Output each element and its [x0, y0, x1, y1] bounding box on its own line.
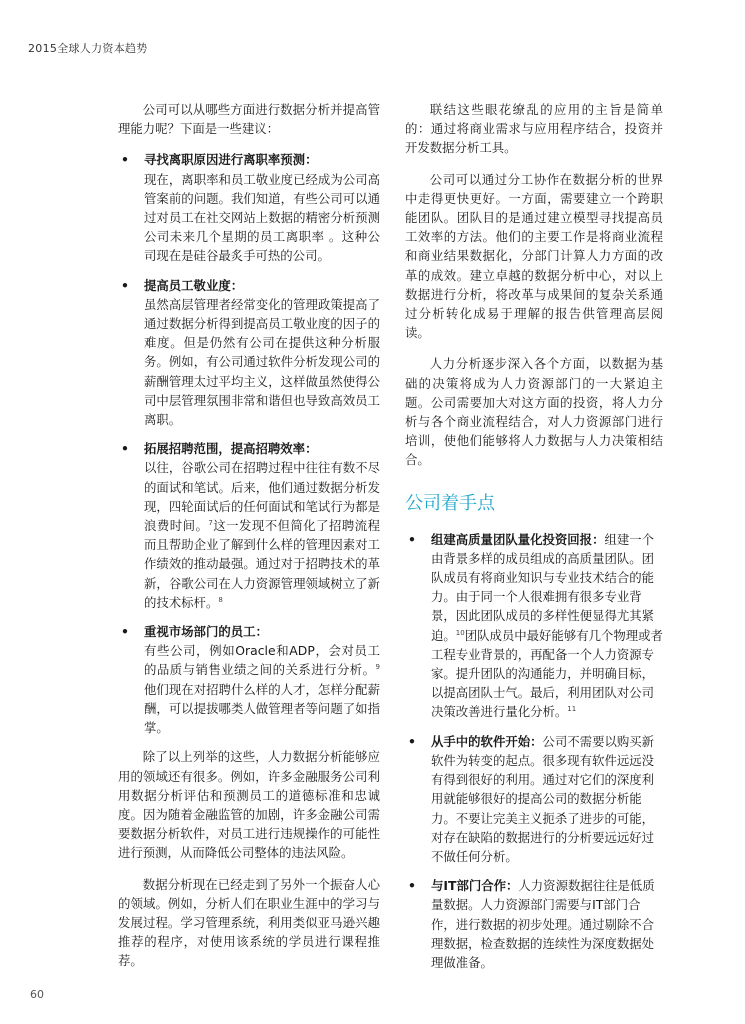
bullet-icon: •	[408, 878, 416, 894]
list-item	[118, 622, 380, 737]
list-item	[118, 276, 380, 430]
body-paragraph: 数据分析现在已经走到了另外一个振奋人心的领域。例如，分析人们在职业生涯中的学习与发展过程。学习管理系统，利用类似亚马逊兴趣推荐的程序，对使用该系统的学员进行课程推荐。	[118, 876, 380, 969]
bullet-icon: •	[121, 441, 129, 457]
body-paragraph: 除了以上列举的这些，人力数据分析能够应用的领域还有很多。例如，许多金融服务公司利用数据分析评估和预测员工的道德标准和忠诚度。因为随着金融监管的加剧，许多金融公司需要数据分析软件，对员工进行违规操作的可能性进行预测，从而降低公司整体的违法风险。	[118, 749, 380, 861]
list-item-title: 寻找离职原因进行离职率预测：	[144, 152, 318, 168]
list-item	[118, 150, 380, 265]
list-item	[405, 876, 663, 972]
page-number: 60	[30, 988, 44, 1001]
footnote-ref: 8	[218, 595, 223, 604]
list-item-text: 现在，离职率和员工敬业度已经成为公司高管案前的问题。我们知道，有些公司可以通过对员工在社交网站上数据的精密分析预测公司未来几个星期的员工离职率 。这种公司现在是硅谷最炙手可热的公司。	[144, 171, 380, 264]
list-item-title: 与IT部门合作：	[431, 878, 519, 894]
list-item-title: 从手中的软件开始：	[431, 733, 543, 749]
suggestion-list	[118, 150, 380, 737]
list-item-text: 人力资源数据往往是低质量数据。人力资源部门需要与IT部门合作，进行数据的初步处理。通过剔除不合理数据，检查数据的连续性为深度数据处理做准备。	[431, 878, 655, 970]
list-item-text: 以往，谷歌公司在招聘过程中往往有数不尽的面试和笔试。后来，他们通过数据分析发现，四轮面试后的任何面试和笔试行为都是浪费时间。$^7$这一发现不但简化了招聘流程而且帮助企业了解到什么样的管理因素对工作绩效的推动最强。通过对于招聘技术的革新，谷歌公司在人力资源管理领域树立了新的技术标杆。$^8$	[144, 460, 381, 610]
starting-points-list	[405, 530, 663, 972]
footnote-ref: 9	[375, 663, 380, 672]
body-paragraph: 联结这些眼花缭乱的应用的主旨是简单的：通过将商业需求与应用程序结合，投资并开发数据分析工具。	[405, 102, 663, 156]
list-item-title: 组建高质量团队量化投资回报：	[431, 531, 605, 547]
list-item-title: 拓展招聘范围，提高招聘效率：	[144, 441, 318, 457]
left-column	[118, 100, 380, 983]
list-item-text: 公司不需要以购买新软件为转变的起点。很多现有软件远远没有得到很好的利用。通过对它们的深度利用就能够很好的提高公司的数据分析能力。不要让完美主义扼杀了进步的可能，对存在缺陷的数据进行的分析要远远好过不做任何分析。	[431, 733, 655, 864]
bullet-icon: •	[121, 152, 129, 168]
list-item-title: 提高员工敬业度：	[144, 277, 244, 293]
right-column	[405, 100, 663, 982]
list-item	[405, 530, 663, 722]
list-item	[405, 732, 663, 866]
bullet-icon: •	[121, 277, 129, 293]
list-item-text: 组建一个由背景多样的成员组成的高质量团队。团队成员有将商业知识与专业技术结合的能力。由于同一个人很难拥有很多专业背景，因此团队成员的多样性便显得尤其紧迫。$^{10}$团队成员中最好能够有几个物理或者工程专业背景的，再配备一个人力资源专家。提升团队的沟通能力，并明确目标，以提高团队士气。最后，利用团队对公司决策改善进行量化分析。$^{11}$	[431, 531, 663, 720]
list-item-text: 虽然高层管理者经常变化的管理政策提高了通过数据分析得到提高员工敬业度的因子的难度。但是仍然有公司在提供这种分析服务。例如，有公司通过软件分析发现公司的薪酬管理太过平均主义，这样做虽然使得公司中层管理氛围非常和谐但也导致高效员工离职。	[144, 296, 380, 428]
list-item	[118, 439, 380, 612]
running-header: 2015全球人力资本趋势	[28, 42, 148, 55]
footnote-ref: 11	[567, 705, 577, 714]
footnote-ref: 7	[208, 518, 213, 527]
body-paragraph: 人力分析逐步深入各个方面，以数据为基础的决策将成为人力资源部门的一大紧迫主题。公司需要加大对这方面的投资，将人力分析与各个商业流程结合，对人力资源部门进行培训，使他们能够将人力数据与人力决策相结合。	[405, 356, 663, 468]
list-item-text: 有些公司，例如Oracle和ADP，会对员工的品质与销售业绩之间的关系进行分析。$^9$他们现在对招聘什么样的人才，怎样分配薪酬，可以提拔哪类人做管理者等问题了如指掌。	[144, 643, 380, 736]
list-item-title: 重视市场部门的员工：	[144, 624, 268, 640]
bullet-icon: •	[408, 733, 416, 749]
intro-paragraph: 公司可以从哪些方面进行数据分析并提高管理能力呢？下面是一些建议：	[118, 102, 380, 137]
bullet-icon: •	[408, 531, 416, 547]
body-paragraph: 公司可以通过分工协作在数据分析的世界中走得更快更好。一方面，需要建立一个跨职能团队。团队目的是通过建立模型寻找提高员工效率的方法。他们的主要工作是将商业流程和商业结果数据化，分部门计算人力方面的改革的成效。建立卓越的数据分析中心，对以上数据进行分析，将改革与成果间的复杂关系通过分析转化成易于理解的报告供管理高层阅读。	[405, 171, 663, 341]
footnote-ref: 10	[455, 628, 465, 637]
bullet-icon: •	[121, 624, 129, 640]
section-heading: 公司着手点	[405, 492, 495, 514]
